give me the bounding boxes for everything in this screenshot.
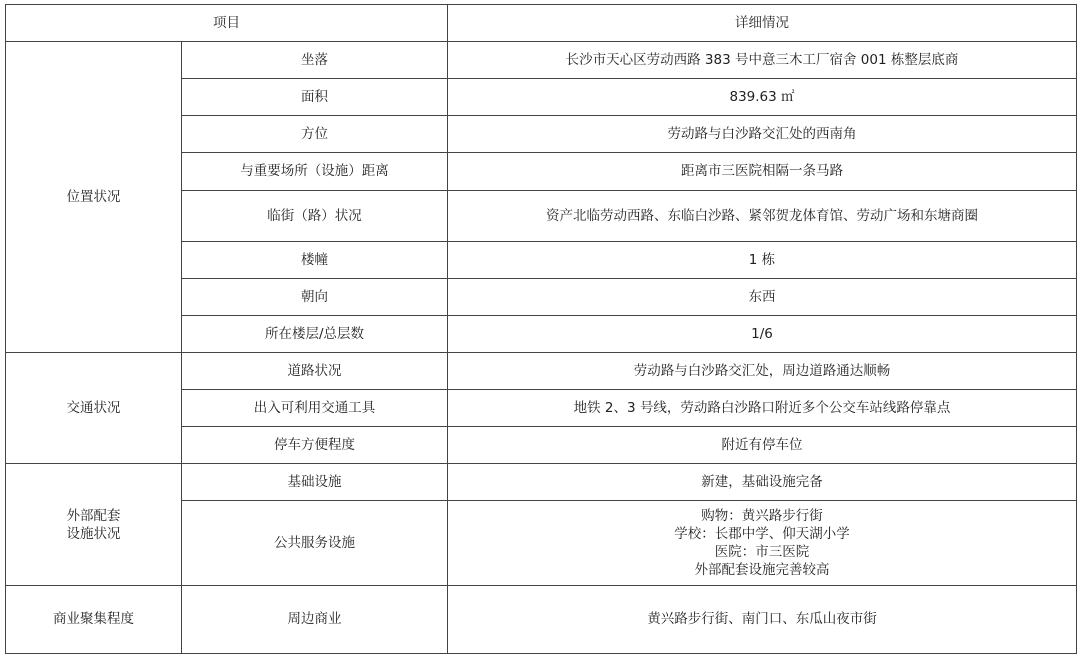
group-facilities-line2: 设施状况	[66, 525, 121, 542]
row-detail: 劳动路与白沙路交汇处的西南角	[448, 116, 1077, 153]
row-detail-multiline	[448, 501, 1077, 585]
detail-line: 购物：黄兴路步行街	[701, 508, 823, 525]
table-row	[6, 464, 1077, 501]
row-detail: 劳动路与白沙路交汇处，周边道路通达顺畅	[448, 353, 1077, 390]
group-facilities-line1: 外部配套	[66, 507, 121, 524]
row-detail: 东西	[448, 278, 1077, 315]
detail-line: 学校：长郡中学、仰天湖小学	[674, 526, 850, 543]
row-item: 方位	[182, 116, 448, 153]
row-item: 出入可利用交通工具	[182, 390, 448, 427]
group-traffic: 交通状况	[6, 353, 182, 464]
row-detail: 地铁 2、3 号线，劳动路白沙路口附近多个公交车站线路停靠点	[448, 390, 1077, 427]
group-location: 位置状况	[6, 42, 182, 353]
property-details-table	[5, 4, 1077, 654]
table-header-row	[6, 5, 1077, 42]
row-detail: 839.63 ㎡	[448, 79, 1077, 116]
row-item: 所在楼层/总层数	[182, 315, 448, 352]
row-detail: 新建，基础设施完备	[448, 464, 1077, 501]
row-item: 坐落	[182, 42, 448, 79]
group-commerce: 商业聚集程度	[6, 585, 182, 653]
row-detail: 资产北临劳动西路、东临白沙路、紧邻贺龙体育馆、劳动广场和东塘商圈	[448, 190, 1077, 241]
row-item: 楼幢	[182, 241, 448, 278]
row-detail: 黄兴路步行街、南门口、东瓜山夜市街	[448, 585, 1077, 653]
row-detail: 距离市三医院相隔一条马路	[448, 153, 1077, 190]
header-detail: 详细情况	[448, 5, 1077, 42]
table-row	[6, 353, 1077, 390]
row-item: 朝向	[182, 278, 448, 315]
row-item: 临街（路）状况	[182, 190, 448, 241]
row-detail: 1 栋	[448, 241, 1077, 278]
row-item: 公共服务设施	[182, 501, 448, 585]
detail-line: 医院：市三医院	[714, 544, 810, 561]
row-item: 面积	[182, 79, 448, 116]
row-item: 停车方便程度	[182, 427, 448, 464]
table-row	[6, 42, 1077, 79]
row-item: 与重要场所（设施）距离	[182, 153, 448, 190]
row-item: 基础设施	[182, 464, 448, 501]
row-item: 周边商业	[182, 585, 448, 653]
row-detail: 附近有停车位	[448, 427, 1077, 464]
row-detail: 1/6	[448, 315, 1077, 352]
header-item: 项目	[6, 5, 448, 42]
table-row	[6, 585, 1077, 653]
row-item: 道路状况	[182, 353, 448, 390]
detail-line: 外部配套设施完善较高	[694, 562, 830, 579]
row-detail: 长沙市天心区劳动西路 383 号中意三木工厂宿舍 001 栋整层底商	[448, 42, 1077, 79]
group-facilities	[6, 464, 182, 585]
